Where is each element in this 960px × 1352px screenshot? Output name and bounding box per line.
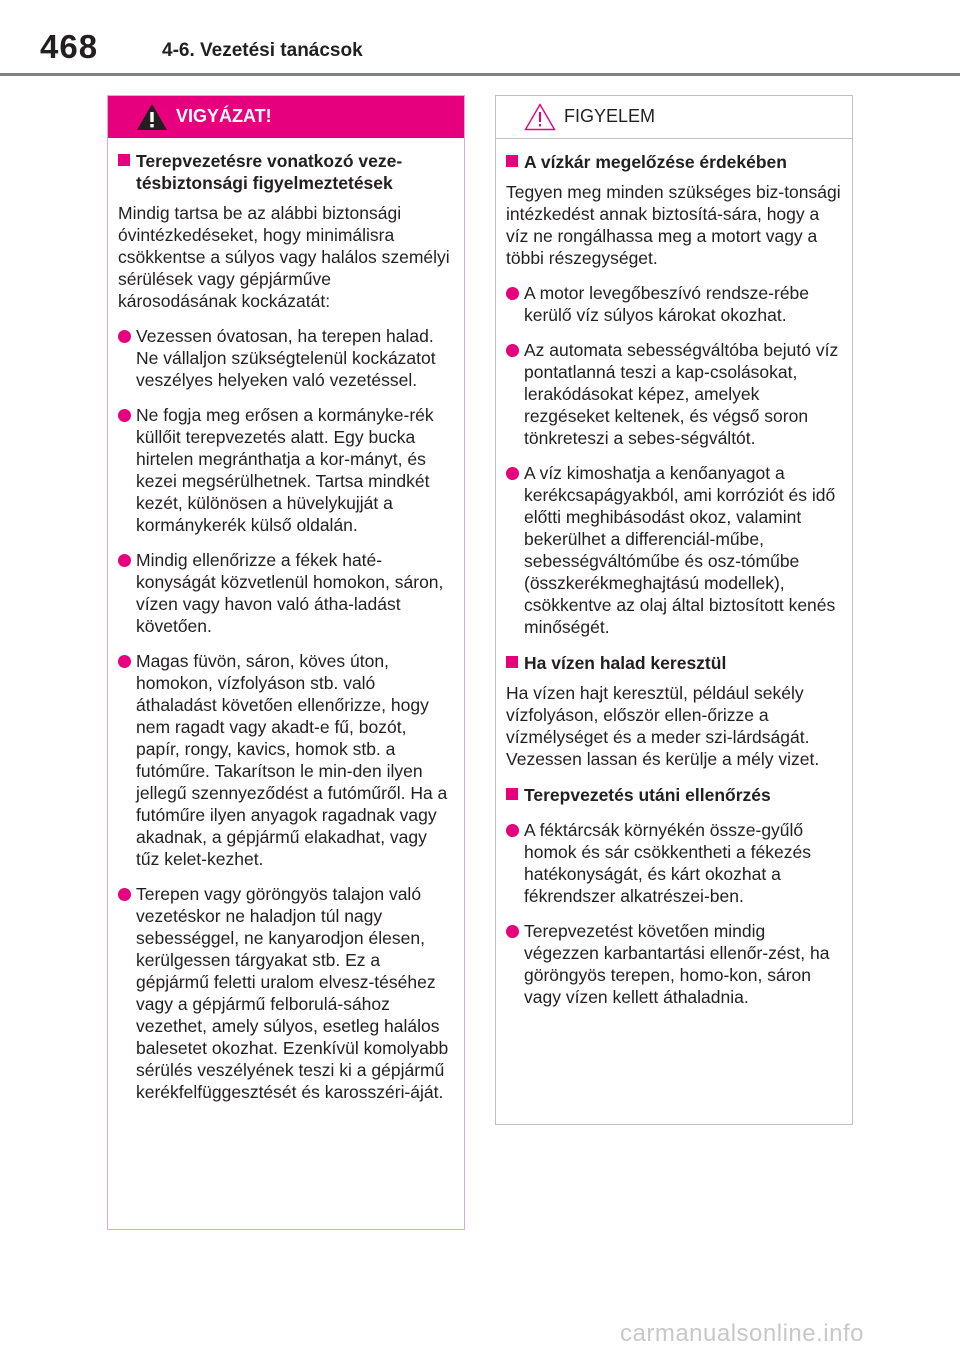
list-item <box>506 339 842 449</box>
list-item-text: Vezessen óvatosan, ha terepen halad. Ne vállaljon szükségtelenül kockázatot veszélyes helyeken való vezetéssel. <box>136 326 436 390</box>
warning-content <box>108 138 464 1103</box>
list-item <box>118 650 454 870</box>
square-bullet-icon <box>506 155 518 167</box>
list-item-text: A motor levegőbeszívó rendsze-rébe kerülő víz súlyos károkat okozhat. <box>524 283 810 325</box>
warning-heading <box>118 150 454 194</box>
circle-bullet-icon <box>118 554 131 567</box>
notice-content <box>496 139 852 1008</box>
circle-bullet-icon <box>118 409 131 422</box>
notice-heading-text: Ha vízen halad keresztül <box>524 653 727 673</box>
list-item <box>506 819 842 907</box>
list-item <box>118 325 454 391</box>
notice-heading-water <box>506 151 842 173</box>
page-header <box>0 0 960 80</box>
list-item-text: Magas füvön, sáron, köves úton, homokon, vízfolyáson stb. való áthaladást követően ellenőrizze, hogy nem ragadt vagy akadt-e fű, bozót, papír, rongy, kavics, homok stb. a futóműre. Takarítson le min-den ilyen jellegű szennyeződést a futóműről. Ha a futóműre ilyen anyagok ragadnak vagy akadnak, a gépjármű elakadhat, vagy tűz kelet-kezhet. <box>136 651 448 869</box>
notice-heading-text: A vízkár megelőzése érdekében <box>524 152 787 172</box>
list-item <box>506 462 842 638</box>
section-title: 4-6. Vezetési tanácsok <box>162 40 363 61</box>
notice-heading-text: Terepvezetés utáni ellenőrzés <box>524 785 771 805</box>
circle-bullet-icon <box>118 655 131 668</box>
list-item-text: Az automata sebességváltóba bejutó víz pontatlanná teszi a kap-csolásokat, lerakódásokat képez, amelyek rezgéseket keltenek, és végső soron tönkreteszi a sebes-ségváltót. <box>524 340 839 448</box>
circle-bullet-icon <box>506 467 519 480</box>
list-item <box>118 549 454 637</box>
caution-triangle-icon <box>524 103 556 131</box>
list-item <box>506 282 842 326</box>
list-item <box>506 920 842 1008</box>
list-item-text: Terepen vagy göröngyös talajon való vezetéskor ne haladjon túl nagy sebességgel, ne kanyarodjon élesen, kerülgessen tárgyakat stb. Ez a gépjármű feletti uralom elvesz-téséhez vagy a gépjármű felborulá-sához vezethet, amely súlyos, esetleg halálos balesetet okozhat. Ezenkívül komolyabb sérülés veszélyének teszi ki a gépjármű kerékfelfüggesztését és karosszéri-áját. <box>136 884 449 1102</box>
list-item-text: Ne fogja meg erősen a kormányke-rék küllőit terepvezetés alatt. Egy bucka hirtelen megránthatja a kor-mányt, és kezei megsérülhetnek. Tartsa mindkét kezét, különösen a hüvelykujját a kormánykerék külső oldalán. <box>136 405 434 535</box>
warning-box-header <box>108 96 464 138</box>
list-item <box>118 404 454 536</box>
notice-intro-crossing: Ha vízen hajt keresztül, például sekély vízfolyáson, először ellen-őrizze a vízmélységet és a meder szi-lárdságát. Vezessen lassan és kerülje a mély vizet. <box>506 683 820 769</box>
watermark: carmanualsonline.info <box>620 1320 864 1347</box>
notice-box-header <box>496 96 852 139</box>
list-item-text: A féktárcsák környékén össze-gyűlő homok és sár csökkentheti a fékezés hatékonyságát, és kárt okozhat a fékrendszer alkatrészei-ben. <box>524 820 811 906</box>
circle-bullet-icon <box>118 330 131 343</box>
circle-bullet-icon <box>506 824 519 837</box>
list-item-text: Mindig ellenőrizze a fékek haté-konyságát közvetlenül homokon, sáron, vízen vagy havon való átha-ladást követően. <box>136 550 444 636</box>
warning-intro: Mindig tartsa be az alábbi biztonsági óvintézkedéseket, hogy minimálisra csökkentse a súlyos vagy halálos személyi sérülések vagy gépjárműve károsodásának kockázatát: <box>118 203 450 311</box>
header-divider <box>0 73 960 76</box>
square-bullet-icon <box>118 154 130 166</box>
warning-triangle-icon <box>136 103 168 131</box>
circle-bullet-icon <box>506 287 519 300</box>
circle-bullet-icon <box>118 888 131 901</box>
square-bullet-icon <box>506 788 518 800</box>
notice-intro-water: Tegyen meg minden szükséges biz-tonsági intézkedést annak biztosítá-sára, hogy a víz ne rongálhassa meg a motort vagy a többi részegységet. <box>506 182 841 268</box>
notice-heading-inspection <box>506 784 842 806</box>
circle-bullet-icon <box>506 344 519 357</box>
notice-box <box>495 95 853 1125</box>
warning-box <box>107 95 465 1230</box>
square-bullet-icon <box>506 656 518 668</box>
circle-bullet-icon <box>506 925 519 938</box>
warning-heading-text: Terepvezetésre vonatkozó veze-tésbiztonsági figyelmeztetések <box>136 151 403 193</box>
list-item <box>118 883 454 1103</box>
notice-heading-crossing <box>506 652 842 674</box>
warning-title: VIGYÁZAT! <box>176 106 272 126</box>
list-item-text: A víz kimoshatja a kenőanyagot a kerékcsapágyakból, ami korróziót és idő előtti meghibásodást okoz, valamint bekerülhet a differenciál-műbe, sebességváltóműbe és osz-tóműbe (összkerékmeghajtású modellek), csökkentve az olaj által biztosított kenés minőségét. <box>524 463 836 637</box>
page-number: 468 <box>40 28 99 65</box>
list-item-text: Terepvezetést követően mindig végezzen karbantartási ellenőr-zést, ha göröngyös terepen, homo-kon, sáron vagy vízen kellett áthaladnia. <box>524 921 830 1007</box>
notice-title: FIGYELEM <box>564 106 656 126</box>
